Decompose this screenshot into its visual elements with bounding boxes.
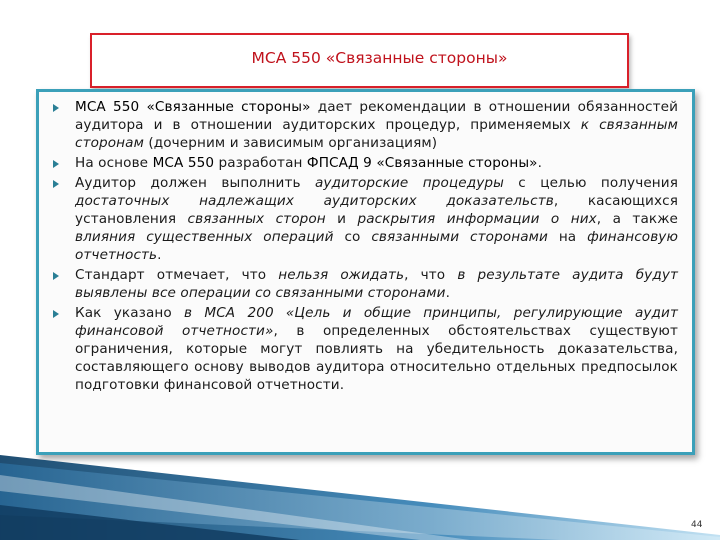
triangle-right-icon <box>53 272 59 280</box>
bullet-text-segment: Аудитор должен выполнить <box>75 175 315 191</box>
bullet-item <box>39 98 678 152</box>
triangle-right-icon <box>53 160 59 168</box>
bullet-item <box>39 154 678 172</box>
slide-title: МСА 550 «Связанные стороны» <box>251 48 508 67</box>
triangle-right-icon <box>53 104 59 112</box>
bullet-text-segment: . <box>445 285 451 301</box>
bullet-text-segment: Как указано <box>75 305 185 321</box>
bullet-item <box>39 174 678 264</box>
triangle-right-icon <box>53 310 59 318</box>
bullet-text-segment: с целью получения <box>503 175 678 191</box>
bullet-text-segment: МСА 550 <box>152 155 215 171</box>
bullet-list <box>39 92 692 394</box>
bullet-text-segment: и <box>325 211 358 227</box>
bullet-text-segment: аудиторские процедуры <box>314 175 504 191</box>
bullet-text-segment: в МСА 200 «Цель и общие принципы, регулирующие аудит финансовой отчетности» <box>75 305 678 339</box>
bullet-text-segment: на <box>547 229 588 245</box>
bullet-text-segment: . <box>157 247 162 263</box>
bullet-text-segment: разработан <box>214 155 307 171</box>
bullet-text-segment: нельзя ожидать <box>278 267 405 283</box>
bullet-text-segment: связанными сторонами <box>371 229 548 245</box>
bullet-text-segment: , в определенных обстоятельствах существуют ограничения, которые могут повлиять на убедительность доказательства, составляющего основу выводов аудитора относительно отдельных предпосылок подготовки финансовой отчетности. <box>75 323 678 393</box>
triangle-right-icon <box>53 180 59 188</box>
bullet-text-segment: достаточных надлежащих аудиторских доказательств <box>75 193 554 209</box>
bullet-text-segment: На основе <box>75 155 153 171</box>
bullet-text-segment: (дочерним и зависимым организациям) <box>143 135 438 151</box>
bullet-item <box>39 266 678 302</box>
page-number: 44 <box>691 520 703 530</box>
bullet-text-segment: ФПСАД 9 «Связанные стороны» <box>306 155 538 171</box>
bullet-text-segment: Стандарт отмечает, что <box>75 267 279 283</box>
bullet-item <box>39 304 678 394</box>
bullet-text-segment: в результате аудита будут выявлены все операции со связанными сторонами <box>75 267 678 301</box>
bullet-text-segment: раскрытия информации о них <box>357 211 597 227</box>
bullet-text-segment: МСА 550 «Связанные стороны» <box>75 99 311 115</box>
bullet-text-segment: . <box>537 155 542 171</box>
bullet-text-segment: влияния существенных операций <box>75 229 334 245</box>
bullet-text-segment: связанных сторон <box>187 211 326 227</box>
footer-stripes-decoration <box>0 455 720 540</box>
content-box <box>36 89 695 455</box>
bullet-text-segment: , что <box>404 267 458 283</box>
bullet-text-segment: финансовую отчетность <box>75 229 678 263</box>
slide-title-box <box>90 33 629 88</box>
bullet-text-segment: со <box>333 229 372 245</box>
bullet-text-segment: , а также <box>596 211 679 227</box>
bullet-text-segment: к связанным сторонам <box>75 117 678 151</box>
bullet-text-segment: , касающихся установления <box>75 193 678 227</box>
bullet-text-segment: дает рекомендации в отношении обязанностей аудитора и в отношении аудиторских процедур, применяемых <box>75 99 678 133</box>
